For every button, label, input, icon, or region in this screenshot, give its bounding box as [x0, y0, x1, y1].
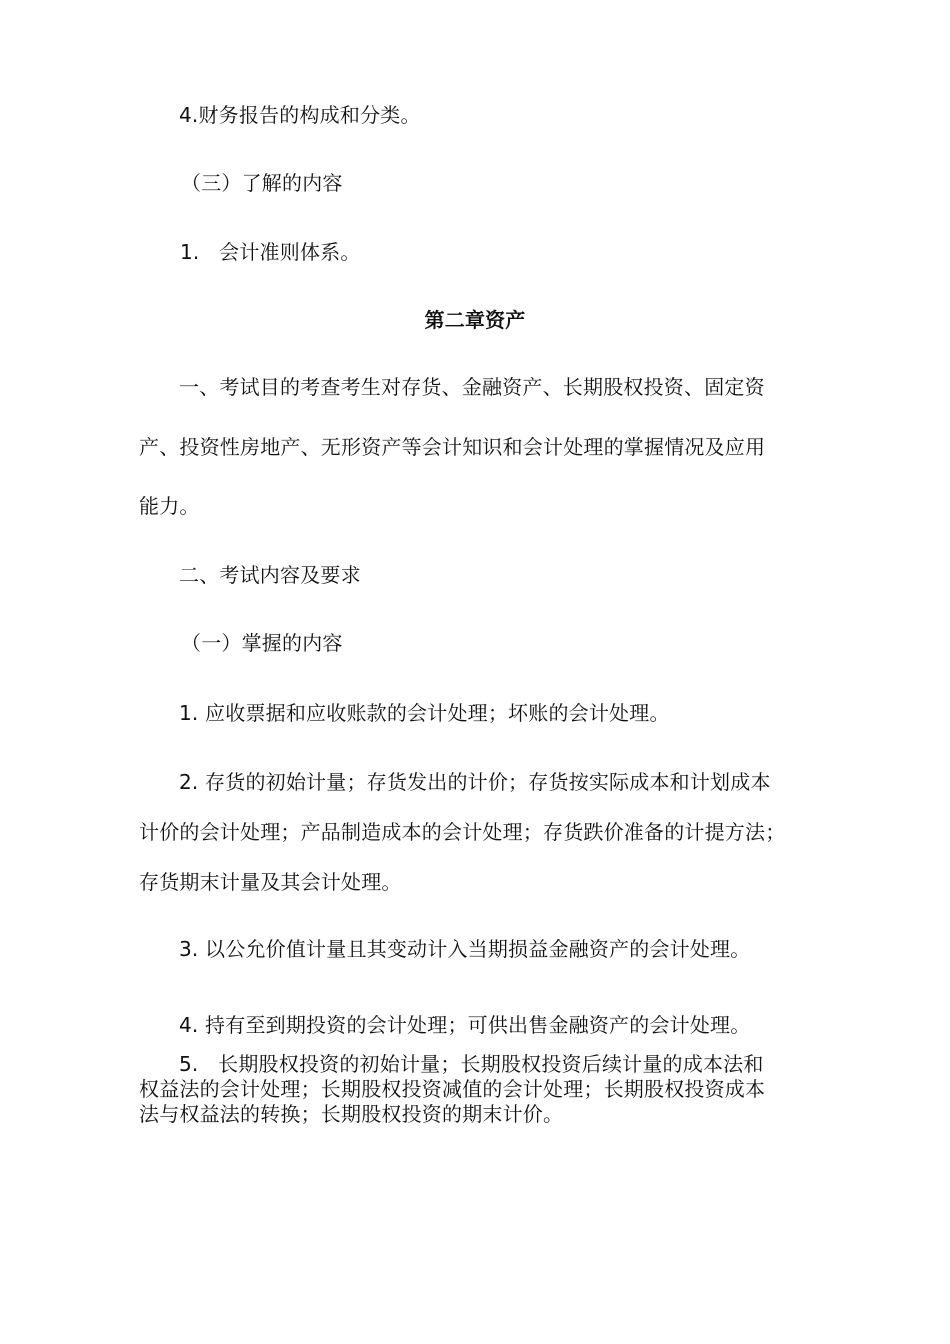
text-line: 能力。 [139, 494, 200, 518]
list-item: 3. 以公允价值计量且其变动计入当期损益金融资产的会计处理。 [179, 937, 751, 961]
text-line: 4.财务报告的构成和分类。 [179, 103, 421, 127]
subsection-heading: （三）了解的内容 [181, 171, 343, 195]
text-line: 产、投资性房地产、无形资产等会计知识和会计处理的掌握情况及应用 [139, 435, 766, 459]
text-line: 权益法的会计处理；长期股权投资减值的会计处理；长期股权投资成本 [139, 1077, 766, 1101]
list-item: 2. 存货的初始计量；存货发出的计价；存货按实际成本和计划成本 [179, 770, 771, 794]
list-item: 4. 持有至到期投资的会计处理；可供出售金融资产的会计处理。 [179, 1013, 751, 1037]
list-item: 1. 应收票据和应收账款的会计处理；坏账的会计处理。 [179, 701, 670, 725]
text-line: 法与权益法的转换；长期股权投资的期末计价。 [139, 1102, 564, 1126]
list-item: 5. 长期股权投资的初始计量；长期股权投资后续计量的成本法和 [179, 1052, 764, 1076]
subsection-heading: （一）掌握的内容 [181, 631, 343, 655]
section-heading: 二、考试内容及要求 [179, 563, 361, 587]
text-line: 存货期末计量及其会计处理。 [139, 870, 402, 894]
text-line: 计价的会计处理；产品制造成本的会计处理；存货跌价准备的计提方法； [139, 820, 786, 844]
text-line: 一、考试目的考查考生对存货、金融资产、长期股权投资、固定资 [179, 375, 765, 399]
chapter-title: 第二章资产 [424, 308, 526, 332]
list-item: 1. 会计准则体系。 [180, 240, 361, 264]
